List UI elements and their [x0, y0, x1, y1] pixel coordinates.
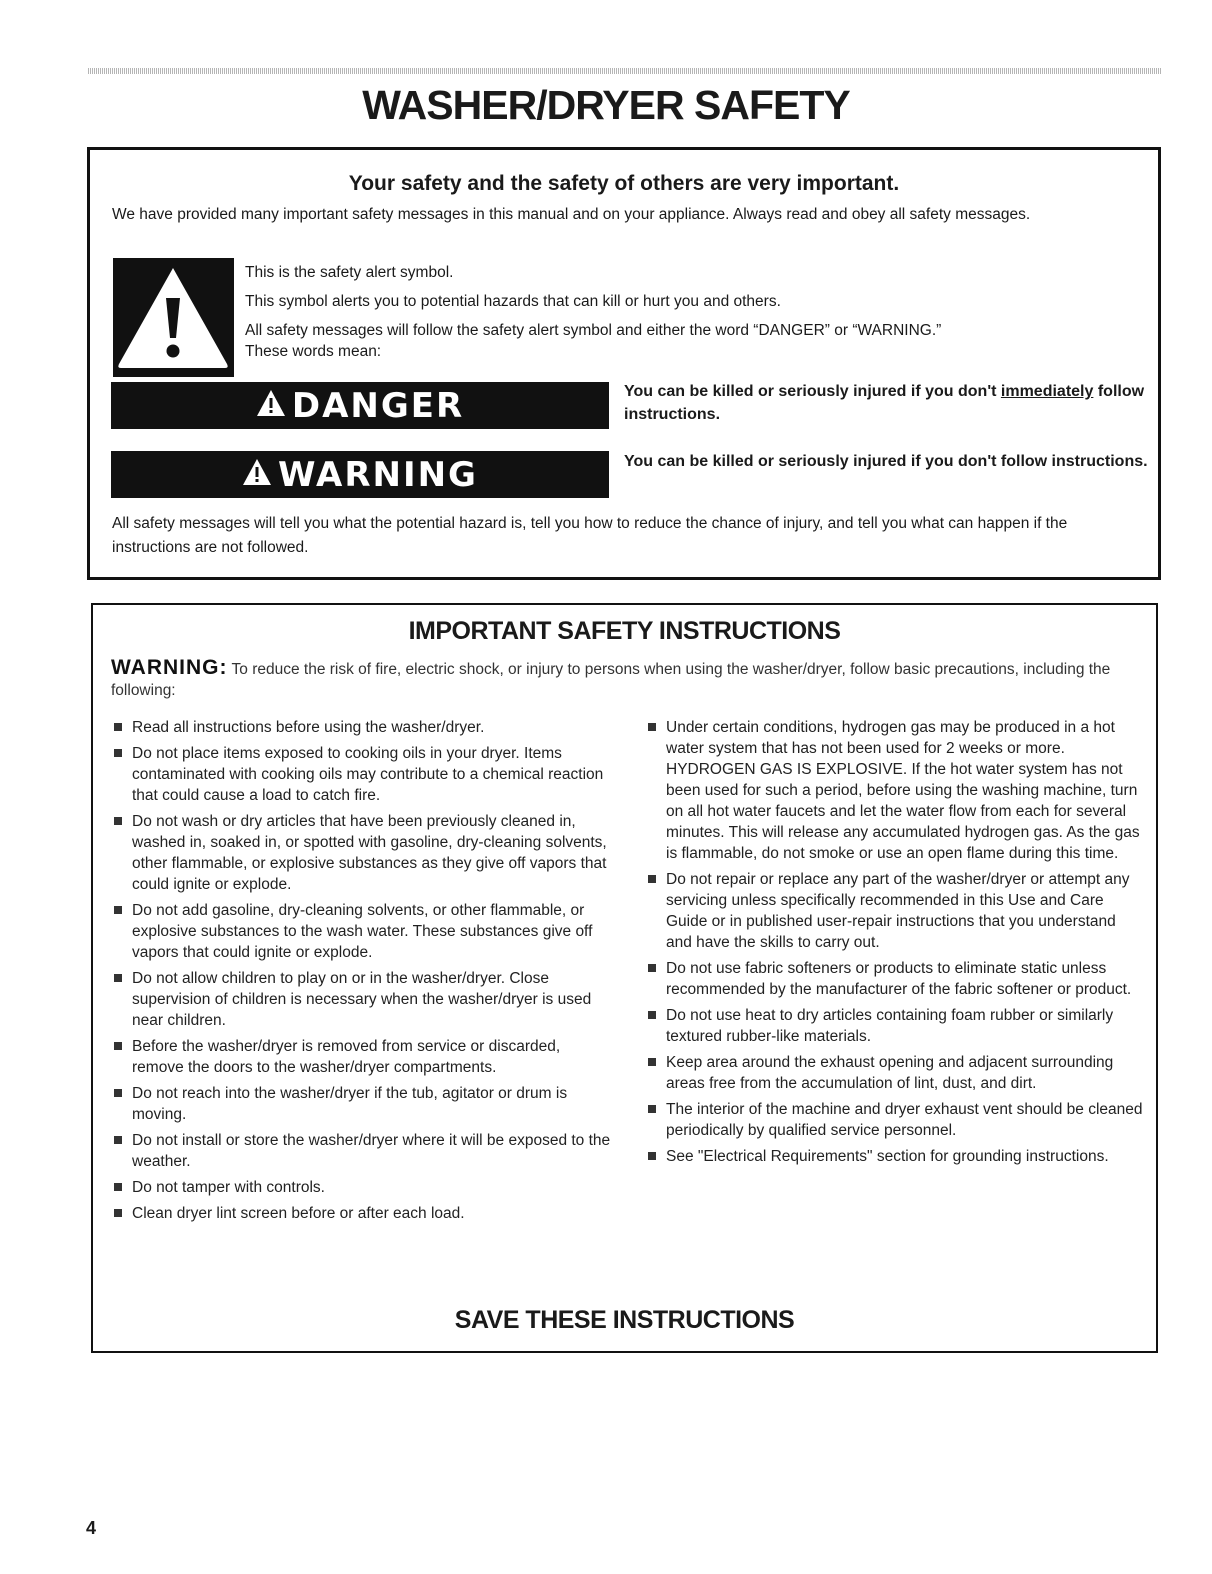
safety-intro: We have provided many important safety messages in this manual and on your appliance. Always read and obey all safety messages. — [112, 206, 1031, 223]
warning-triangle-icon — [242, 455, 272, 495]
warning-label: WARNING — [278, 454, 478, 495]
warning-word: WARNING: — [111, 656, 228, 679]
list-item: Under certain conditions, hydrogen gas may be produced in a hot water system that has not been used for 2 weeks or more. HYDROGEN GAS IS EXPLOSIVE. If the hot water system has not been used for such a period, before using the washing machine, turn on all hot water faucets and let the water flow from each for several minutes. This will release any accumulated hydrogen gas. As the gas is flammable, do not smoke or use an open flame during this time. — [645, 717, 1145, 864]
instructions-warning: WARNING: To reduce the risk of fire, electric shock, or injury to persons when using the washer/dryer, follow basic precautions, including the following: — [111, 656, 1111, 699]
instructions-left-column — [111, 717, 611, 1229]
list-item: The interior of the machine and dryer exhaust vent should be cleaned periodically by qualified service personnel. — [645, 1099, 1145, 1141]
alert-line: These words mean: — [245, 343, 382, 360]
warning-banner — [111, 451, 609, 498]
list-item: Do not allow children to play on or in the washer/dryer. Close supervision of children is necessary when the washer/dryer is used near children. — [111, 968, 611, 1031]
bullet-icon — [114, 723, 122, 731]
bullet-icon — [648, 1105, 656, 1113]
list-item: Do not use fabric softeners or products to eliminate static unless recommended by the manufacturer of the fabric softener or product. — [645, 958, 1145, 1000]
bullet-icon — [114, 1089, 122, 1097]
bullet-icon — [114, 1042, 122, 1050]
alert-line: All safety messages will follow the safety alert symbol and either the word “DANGER” or “WARNING.” — [245, 322, 942, 339]
list-item: Do not add gasoline, dry-cleaning solvents, or other flammable, or explosive substances to the wash water. These substances give off vapors that could ignite or explode. — [111, 900, 611, 963]
list-item: Do not install or store the washer/dryer where it will be exposed to the weather. — [111, 1130, 611, 1172]
bullet-icon — [648, 1152, 656, 1160]
list-item: Do not reach into the washer/dryer if the tub, agitator or drum is moving. — [111, 1083, 611, 1125]
bullet-icon — [648, 875, 656, 883]
danger-description: You can be killed or seriously injured if you don't immediately follow instructions. — [624, 383, 1145, 423]
bullet-icon — [114, 1209, 122, 1217]
instructions-heading: IMPORTANT SAFETY INSTRUCTIONS — [408, 617, 841, 645]
alert-line: This symbol alerts you to potential hazards that can kill or hurt you and others. — [245, 293, 781, 310]
bullet-icon — [114, 817, 122, 825]
list-item: Do not tamper with controls. — [111, 1177, 611, 1198]
save-instructions-heading: SAVE THESE INSTRUCTIONS — [454, 1306, 795, 1334]
list-item: Do not repair or replace any part of the washer/dryer or attempt any servicing unless specifically recommended in this Use and Care Guide or in published user-repair instructions that you understand and have the skills to carry out. — [645, 869, 1145, 953]
page-number: 4 — [86, 1518, 97, 1538]
list-item: Read all instructions before using the washer/dryer. — [111, 717, 611, 738]
instructions-right-column — [645, 717, 1145, 1172]
alert-explanation — [245, 262, 1125, 370]
warning-triangle-icon — [256, 386, 286, 426]
bullet-icon — [114, 1136, 122, 1144]
danger-label: DANGER — [291, 385, 465, 426]
top-divider — [88, 68, 1162, 74]
bullet-icon — [648, 964, 656, 972]
list-item: Do not wash or dry articles that have been previously cleaned in, washed in, soaked in, or spotted with gasoline, dry-cleaning solvents, other flammable, or explosive substances as they give off vapors that could ignite or explode. — [111, 811, 611, 895]
instructions-box — [91, 603, 1158, 1353]
danger-emphasis: immediately — [1000, 383, 1094, 400]
bullet-icon — [114, 974, 122, 982]
safety-notice-box — [87, 147, 1161, 580]
bullet-icon — [648, 1011, 656, 1019]
safety-alert-icon — [113, 258, 234, 377]
list-item: Do not use heat to dry articles containing foam rubber or similarly textured rubber-like materials. — [645, 1005, 1145, 1047]
danger-banner — [111, 382, 609, 429]
warning-description: You can be killed or seriously injured if you don't follow instructions. — [624, 453, 1148, 470]
list-item: Before the washer/dryer is removed from service or discarded, remove the doors to the washer/dryer compartments. — [111, 1036, 611, 1078]
alert-line: This is the safety alert symbol. — [245, 264, 454, 281]
bullet-icon — [114, 906, 122, 914]
safety-footer: All safety messages will tell you what the potential hazard is, tell you how to reduce the chance of injury, and tell you what can happen if the instructions are not followed. — [112, 515, 1068, 556]
bullet-icon — [114, 1183, 122, 1191]
list-item: Clean dryer lint screen before or after each load. — [111, 1203, 611, 1224]
bullet-icon — [114, 749, 122, 757]
page-title: WASHER/DRYER SAFETY — [362, 82, 850, 128]
bullet-icon — [648, 723, 656, 731]
safety-heading: Your safety and the safety of others are very important. — [348, 172, 900, 195]
list-item: Do not place items exposed to cooking oils in your dryer. Items contaminated with cooking oils may contribute to a chemical reaction that could cause a load to catch fire. — [111, 743, 611, 806]
list-item: Keep area around the exhaust opening and adjacent surrounding areas free from the accumulation of lint, dust, and dirt. — [645, 1052, 1145, 1094]
bullet-icon — [648, 1058, 656, 1066]
list-item: See "Electrical Requirements" section for grounding instructions. — [645, 1146, 1145, 1167]
